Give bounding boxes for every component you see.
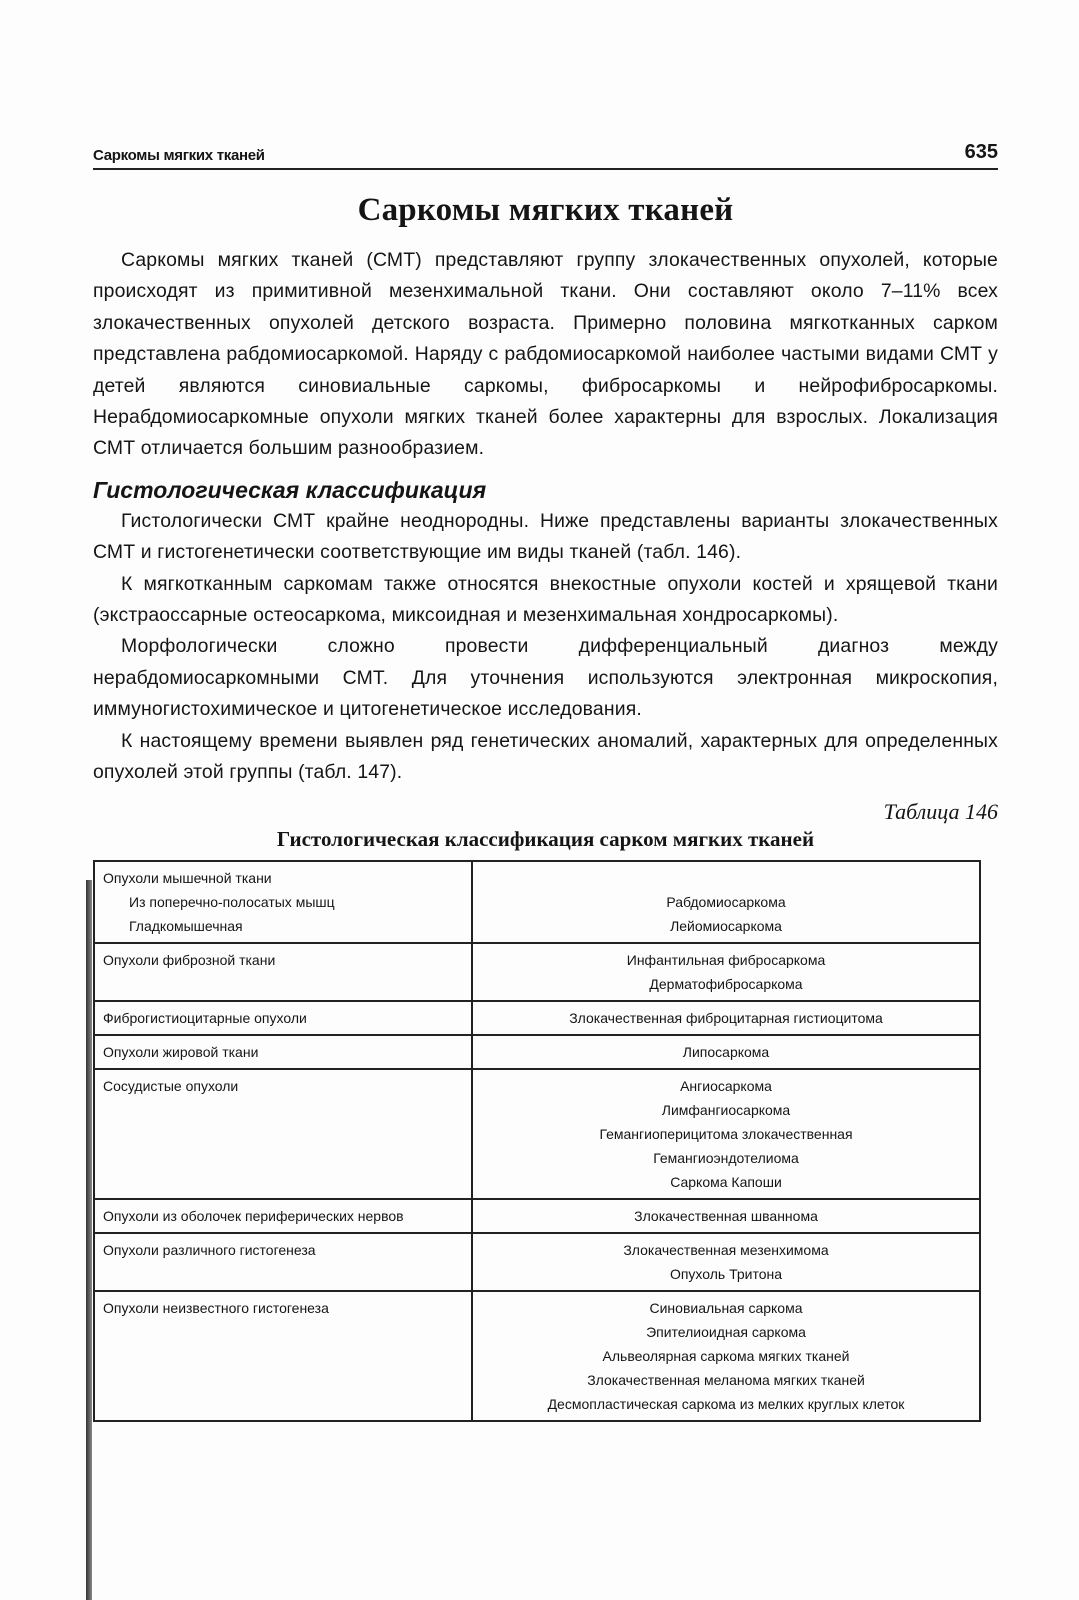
- tissue-subtype: Гладкомышечная: [129, 917, 243, 934]
- intro-paragraph: Саркомы мягких тканей (СМТ) представляют группу злокачественных опухолей, которые происходят из примитивной мезенхимальной ткани. Они составляют около 7–11% всех злокачественных опухолей детского возраста. Примерно половина мягкотканных сарком представлена рабдомиосаркомой. Наряду с рабдомиосаркомой наиболее частыми видами СМТ у детей являются синовиальные саркомы, фибросаркомы и нейрофибросаркомы. Нерабдомиосаркомные опухоли мягких тканей более характерны для взрослых. Локализация СМТ отличается большим разнообразием.: [93, 249, 998, 460]
- sarcoma-type: Саркома Капоши: [670, 1173, 782, 1190]
- table-row: [94, 1291, 980, 1421]
- tissue-type: Фиброгистиоцитарные опухоли: [103, 1009, 307, 1026]
- table-title: Гистологическая классификация сарком мягких тканей: [276, 826, 815, 851]
- sarcoma-type: Злокачественная мезенхимома: [623, 1241, 829, 1258]
- sarcoma-types-cell: [472, 943, 980, 1001]
- sarcoma-type: Десмопластическая саркома из мелких круглых клеток: [547, 1395, 905, 1412]
- tissue-type-cell: [94, 1199, 472, 1233]
- tissue-type-cell: [94, 1069, 472, 1199]
- tissue-type-cell: [94, 1233, 472, 1291]
- tissue-type: Опухоли из оболочек периферических нервов: [103, 1207, 404, 1224]
- sarcoma-type: Дерматофибросаркома: [649, 975, 803, 992]
- sarcoma-type: Эпителиоидная саркома: [646, 1323, 806, 1340]
- table-row: [94, 1233, 980, 1291]
- book-page: [93, 138, 998, 1422]
- table-row: [94, 861, 980, 943]
- tissue-subtype: Из поперечно-полосатых мышц: [129, 893, 335, 910]
- table-row: [94, 943, 980, 1001]
- running-header: [93, 138, 998, 170]
- tissue-type-cell: [94, 861, 472, 943]
- sarcoma-types-cell: [472, 1291, 980, 1421]
- sarcoma-types-cell: [472, 1199, 980, 1233]
- tissue-type: Опухоли различного гистогенеза: [103, 1241, 316, 1258]
- tissue-type-cell: [94, 943, 472, 1001]
- tissue-type-cell: [94, 1035, 472, 1069]
- tissue-type: Опухоли неизвестного гистогенеза: [103, 1299, 329, 1316]
- sarcoma-types-cell: [472, 1001, 980, 1035]
- table-row: [94, 1199, 980, 1233]
- table-caption: Таблица 146: [883, 798, 998, 824]
- sarcoma-type: Гемангиоэндотелиома: [653, 1149, 799, 1166]
- sarcoma-type: Синовиальная саркома: [649, 1299, 803, 1316]
- sarcoma-type: Злокачественная меланома мягких тканей: [587, 1371, 865, 1388]
- tissue-type: Сосудистые опухоли: [103, 1077, 239, 1094]
- table-row: [94, 1035, 980, 1069]
- sarcoma-types-cell: [472, 1035, 980, 1069]
- section-paragraph: К настоящему времени выявлен ряд генетических аномалий, характерных для определенных опухолей этой группы (табл. 147).: [93, 729, 998, 784]
- table-row: [94, 1001, 980, 1035]
- running-title: Саркомы мягких тканей: [93, 147, 265, 164]
- sarcoma-type: Липосаркома: [682, 1043, 770, 1060]
- cell-spacer: [481, 866, 971, 890]
- sarcoma-types-cell: [472, 861, 980, 943]
- table-row: [94, 1069, 980, 1199]
- chapter-title: Саркомы мягких тканей: [357, 192, 734, 228]
- section-paragraph: К мягкотканным саркомам также относятся внекостные опухоли костей и хрящевой ткани (экстраоссарные остеосаркома, миксоидная и мезенхимальная хондросаркомы).: [93, 572, 998, 627]
- sarcoma-type: Гемангиоперицитома злокачественная: [599, 1125, 853, 1142]
- section-paragraph: Гистологически СМТ крайне неоднородны. Ниже представлены варианты злокачественных СМТ и гистогенетически соответствующие им виды тканей (табл. 146).: [93, 509, 998, 564]
- classification-table: [93, 860, 981, 1422]
- sarcoma-type: Ангиосаркома: [680, 1077, 772, 1094]
- sarcoma-type: Лимфангиосаркома: [661, 1101, 791, 1118]
- scan-binding-shadow: [86, 880, 92, 1600]
- page-number: 635: [964, 141, 998, 163]
- sarcoma-type: Злокачественная шваннома: [634, 1207, 818, 1224]
- sarcoma-type: Альвеолярная саркома мягких тканей: [602, 1347, 850, 1364]
- section-heading: Гистологическая классификация: [93, 476, 487, 503]
- sarcoma-type: Инфантильная фибросаркома: [626, 951, 826, 968]
- sarcoma-type: Злокачественная фиброцитарная гистиоцитома: [569, 1009, 883, 1026]
- sarcoma-type: Рабдомиосаркома: [666, 893, 786, 910]
- tissue-type-cell: [94, 1291, 472, 1421]
- tissue-type: Опухоли мышечной ткани: [103, 869, 272, 886]
- tissue-type: Опухоли жировой ткани: [103, 1043, 259, 1060]
- tissue-type: Опухоли фиброзной ткани: [103, 951, 276, 968]
- section-paragraph: Морфологически сложно провести дифференциальный диагноз между нерабдомиосаркомными СМТ. Для уточнения используются электронная микроскопия, иммуногистохимическое и цитогенетическое исследования.: [93, 635, 998, 721]
- sarcoma-types-cell: [472, 1233, 980, 1291]
- tissue-type-cell: [94, 1001, 472, 1035]
- sarcoma-type: Опухоль Тритона: [669, 1265, 783, 1282]
- sarcoma-type: Лейомиосаркома: [670, 917, 782, 934]
- sarcoma-types-cell: [472, 1069, 980, 1199]
